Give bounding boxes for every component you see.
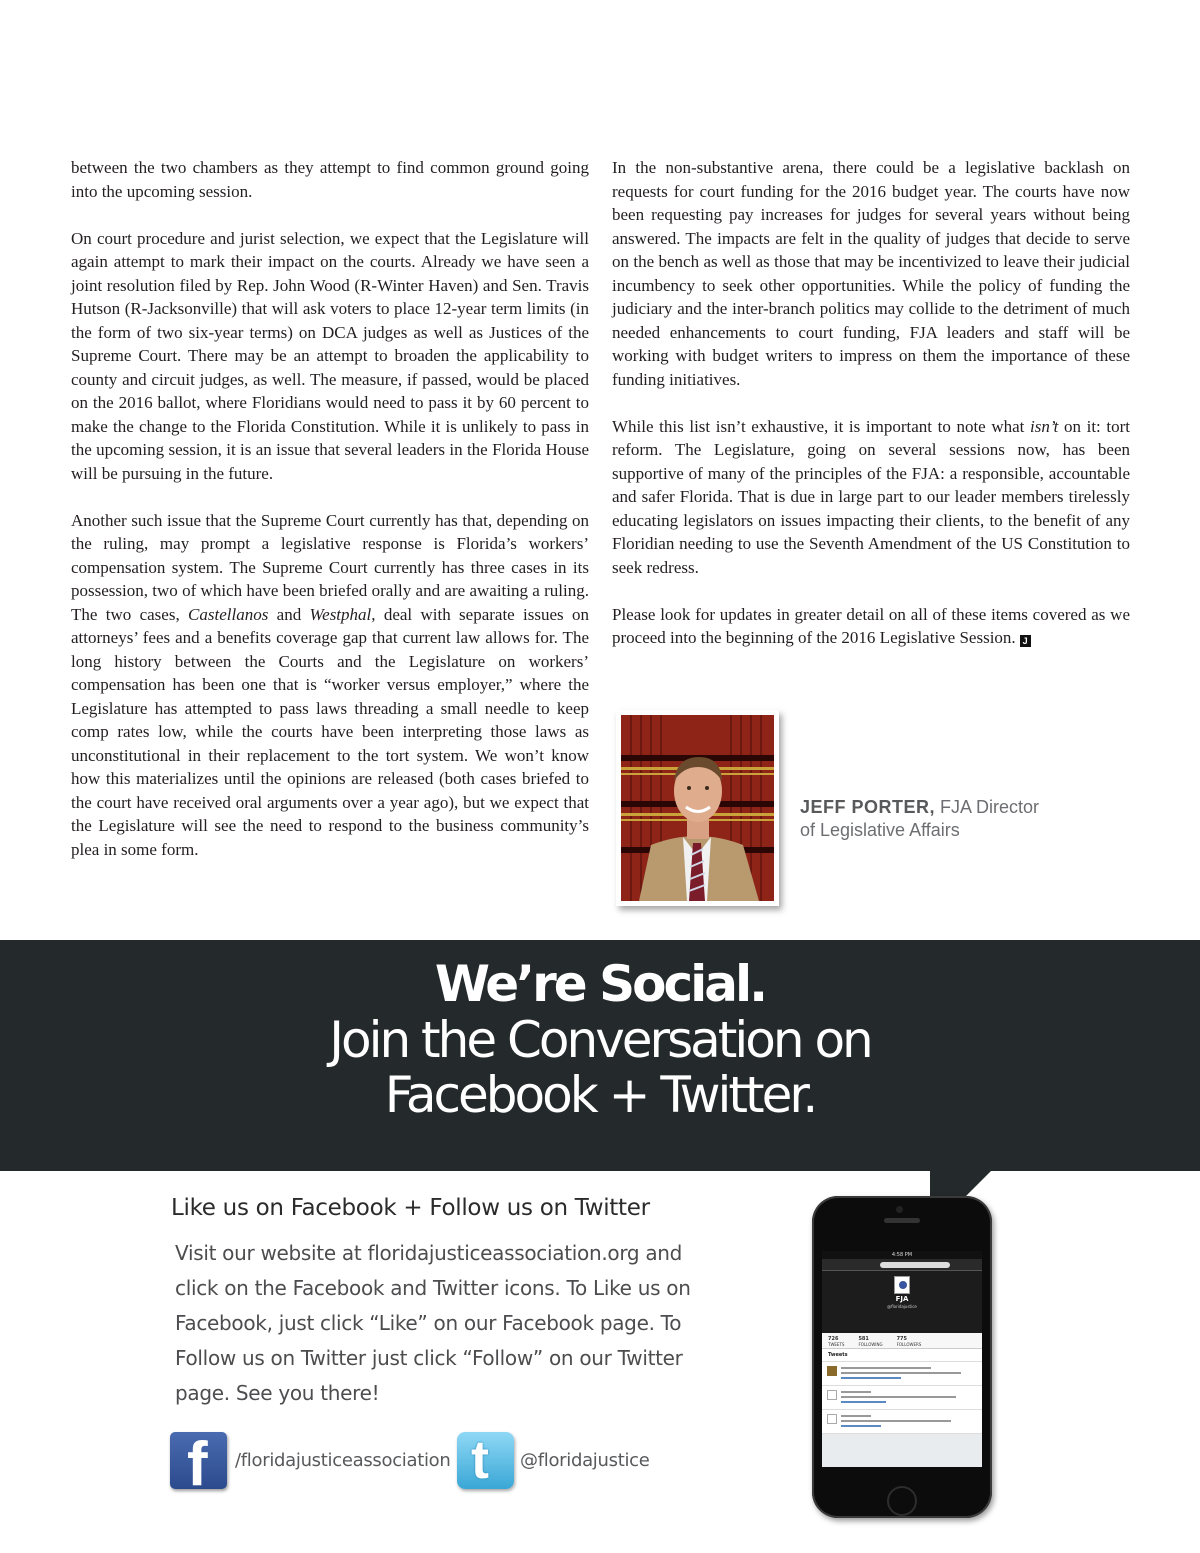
author-name: JEFF PORTER, (800, 797, 936, 817)
paragraph-text: Please look for updates in greater detail on all of these items covered as we proceed into the beginning of the 2016 Legislative Session. (612, 604, 1130, 647)
stat (858, 1336, 882, 1348)
status-bar: 4:58 PM (822, 1251, 982, 1259)
search-field (880, 1262, 950, 1268)
tweet (822, 1362, 982, 1386)
profile-name: FJA (895, 1295, 909, 1303)
paragraph-text: and (268, 604, 310, 624)
tweet (822, 1386, 982, 1410)
social-subheading: Like us on Facebook + Follow us on Twitter (171, 1195, 650, 1221)
stat (897, 1336, 922, 1348)
tweet (822, 1410, 982, 1434)
twitter-handle[interactable]: @floridajustice (520, 1450, 650, 1471)
paragraph-text: on it: tort reform. The Legislature, going on several sessions now, has been supportive of many of the principles of the FJA: a responsible, accountable and safer Florida. That is due in large part to our leader members tirelessly educating legislators on issues impacting their clients, to the benefit of any Floridian needing to use the Seventh Amendment of the US Constitution to seek redress. (612, 416, 1131, 577)
paragraph-text: While this list isn’t exhaustive, it is important to note what (612, 416, 1031, 436)
profile-stats (822, 1333, 982, 1349)
author-title: FJA Director (940, 797, 1040, 817)
social-headline: We’re Social. (434, 955, 766, 1013)
smartphone-image (812, 1196, 992, 1518)
author-caption (800, 796, 1039, 842)
twitter-profile-screen (822, 1251, 982, 1467)
speaker-icon (884, 1218, 920, 1223)
paragraph: between the two chambers as they attempt to find common ground going into the upcoming session. (71, 158, 589, 201)
profile-handle: @floridajustice (887, 1304, 917, 1309)
author-portrait-image (621, 715, 774, 901)
avatar (827, 1414, 837, 1424)
home-button (887, 1486, 917, 1516)
stat-value: 581 (858, 1336, 869, 1342)
author-photo (616, 710, 779, 906)
paragraph: On court procedure and jurist selection, we expect that the Legislature will again attempt to mark their impact on the courts. Already we have seen a joint resolution filed by Rep. John Wood (R-Winter Haven) and Sen. Travis Hutson (R-Jacksonville) that will ask voters to place 12-year term limits (in the form of two six-year terms) on DCA judges as well as Justices of the Supreme Court. There may be an attempt to broaden the applicability to county and circuit judges, as well. The measure, if passed, would be placed on the 2016 ballot, where Floridians would need to pass it by 60 percent to make the change to the Florida Constitution. While it is unlikely to pass in the upcoming session, it is an issue that several leaders in the Florida House will be pursuing in the future. (71, 228, 589, 483)
paragraph (612, 415, 1130, 580)
profile-header (822, 1271, 982, 1333)
social-tagline: Facebook + Twitter. (384, 1066, 816, 1124)
stat-value: 726 (828, 1336, 839, 1342)
emphasis: isn’t (1030, 416, 1059, 436)
twitter-icon[interactable] (457, 1432, 514, 1489)
facebook-icon[interactable] (170, 1432, 227, 1489)
facebook-glyph: f (187, 1432, 208, 1489)
paragraph-text: Another such issue that the Supreme Court currently has that, depending on the ruling, may prompt a legislative response is Florida’s workers’ compensation system. The Supreme Court currently has three cases in its possession, two of which have been briefed orally and are awaiting a ruling. The two cases, (71, 510, 589, 624)
social-banner (0, 940, 1200, 1171)
paragraph (71, 509, 589, 862)
article-right-column (612, 156, 1130, 650)
stat-label: TWEETS (828, 1342, 845, 1347)
paragraph (612, 603, 1130, 650)
facebook-handle[interactable]: /floridajusticeassociation (235, 1450, 451, 1471)
social-instructions: Visit our website at floridajusticeassociation.org and click on the Facebook and Twitter icons. To Like us on Facebook, just click “Like” on our Facebook page. To Follow us on Twitter just click “Follow” on our Twitter page. See you there! (175, 1241, 691, 1405)
browser-toolbar (822, 1259, 982, 1271)
case-name: Westphal (309, 604, 372, 624)
case-name: Castellanos (188, 604, 269, 624)
stat-value: 775 (896, 1336, 908, 1342)
article-left-column (71, 156, 589, 861)
social-tagline: Join the Conversation on (329, 1011, 871, 1069)
avatar (827, 1390, 837, 1400)
fja-logo-icon (894, 1276, 910, 1294)
stat (828, 1336, 844, 1348)
twitter-glyph: t (471, 1432, 489, 1489)
end-of-article-icon: J (1020, 635, 1031, 647)
camera-icon (896, 1206, 903, 1213)
author-title: of Legislative Affairs (800, 820, 960, 840)
avatar (827, 1366, 837, 1376)
paragraph-text: , deal with separate issues on attorneys’ fees and a benefits coverage gap that current law allows for. The long history between the Courts and the Legislature on workers’ compensation has been one that is “worker versus employer,” where the Legislature has attempted to pass laws threading a small needle to keep comp rates low, while the courts have been interpreting those laws as unconstitutional in their replacement to the tort system. We won’t know how this materializes until the opinions are released (both cases briefed to the court have received oral arguments over a year ago), but we expect that the Legislature will see the need to respond to the business community’s plea in some form. (71, 604, 589, 859)
stat-label: FOLLOWERS (896, 1342, 922, 1347)
paragraph: In the non-substantive arena, there could be a legislative backlash on requests for court funding for the 2016 budget year. The courts have now been requesting pay increases for judges for several years without being answered. The impacts are felt in the quality of judges that decide to serve on the bench as well as those that may be incentivized to leave their judicial incumbency to seek other opportunities. While the policy of funding the judiciary and the inter-branch politics may collide to the detriment of much needed enhancements to court funding, FJA leaders and staff will be working with budget writers to impress on them the importance of these funding initiatives. (612, 158, 1130, 389)
tweets-heading: Tweets (822, 1349, 982, 1362)
stat-label: FOLLOWING (858, 1342, 883, 1347)
